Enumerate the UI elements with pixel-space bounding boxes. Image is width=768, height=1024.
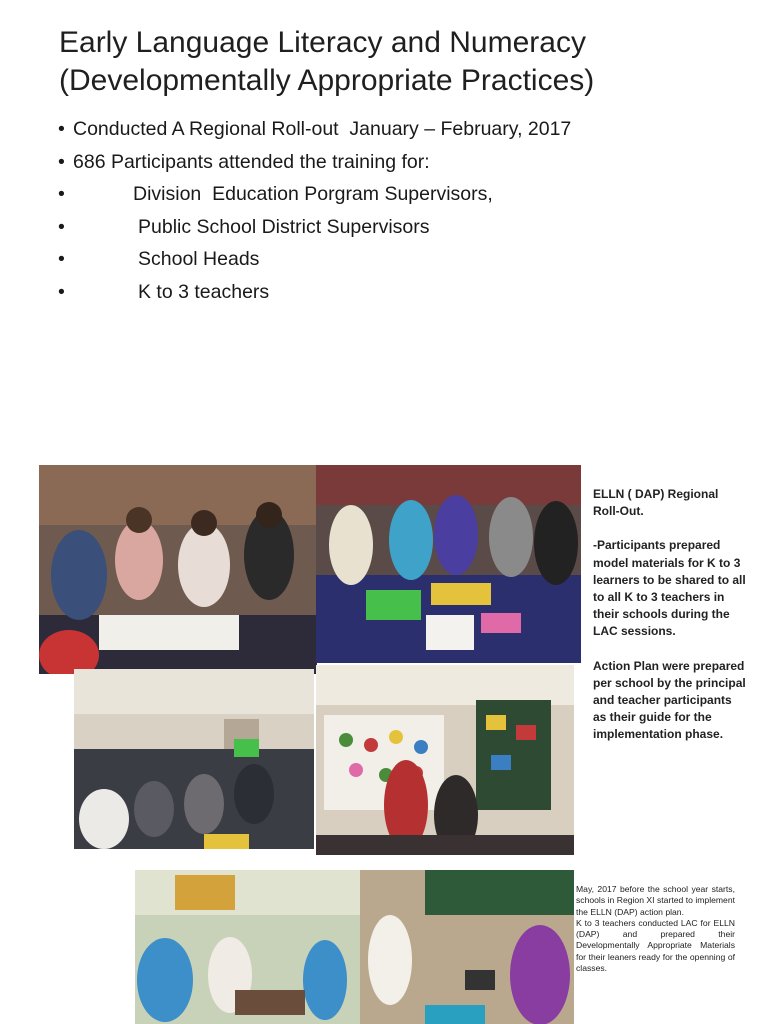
bullet-marker: • — [58, 150, 65, 173]
caption-implementation — [576, 884, 735, 974]
caption-implementation-paragraph: May, 2017 before the school year starts, schools in Region XI started to implement the ELLN (DAP) action plan. — [576, 884, 735, 917]
training-photo-group-tables — [39, 465, 317, 674]
bullet-text: Conducted A Regional Roll-out January – February, 2017 — [73, 118, 572, 140]
bullet-text: 686 Participants attended the training for: — [73, 150, 430, 173]
bullet-text: K to 3 teachers — [138, 280, 270, 303]
caption-rollout-paragraph: Action Plan were prepared per school by the principal and teacher participants as their guide for the implementation phase. — [593, 658, 746, 742]
bullet-marker: • — [58, 248, 65, 270]
bullet-text: School Heads — [138, 248, 260, 270]
training-photo-hall-audience — [74, 669, 314, 849]
classroom-photo-teachers-lac — [135, 870, 574, 1024]
caption-rollout — [593, 486, 748, 761]
caption-implementation-paragraph: K to 3 teachers conducted LAC for ELLN (DAP) and prepared their Developmentally Appropriate Materials for their leaners ready for the openning of classes. — [576, 917, 735, 974]
bullet-text: Division Education Porgram Supervisors, — [133, 183, 493, 205]
bullet-marker: • — [58, 183, 65, 205]
bullet-marker: • — [58, 118, 65, 140]
bullet-marker: • — [58, 215, 65, 238]
training-photo-display-boards — [316, 665, 574, 855]
slide-title: Early Language Literacy and Numeracy (Developmentally Appropriate Practices) — [59, 26, 595, 97]
caption-rollout-heading: ELLN ( DAP) Regional Roll-Out. — [593, 487, 719, 519]
training-photo-materials-table — [316, 465, 581, 663]
bullet-marker: • — [58, 280, 65, 303]
caption-rollout-paragraph: -Participants prepared model materials for K to 3 learners to be shared to all to all K to 3 teachers in their schools during the LAC sessions. — [593, 538, 746, 639]
bullet-text: Public School District Supervisors — [138, 215, 430, 238]
